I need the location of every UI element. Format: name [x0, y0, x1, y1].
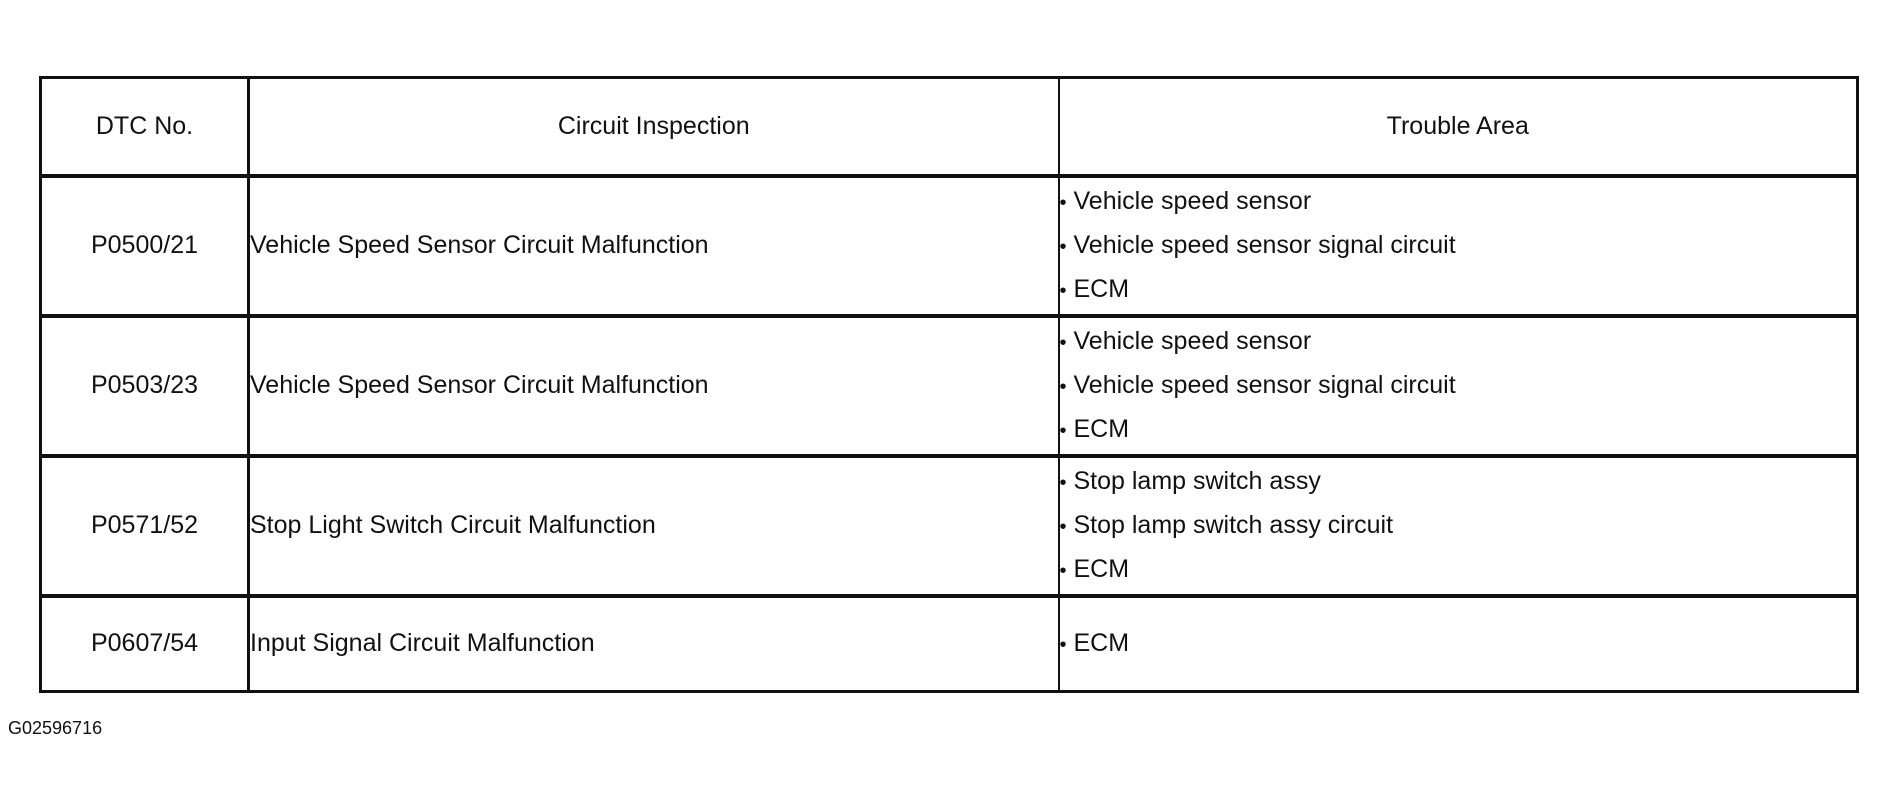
header-circuit-inspection: Circuit Inspection	[249, 78, 1059, 176]
circuit-inspection: Input Signal Circuit Malfunction	[249, 596, 1059, 692]
trouble-area-item: • ECM	[1060, 408, 1857, 452]
table-header-row	[41, 78, 1858, 176]
figure-id: G02596716	[8, 718, 103, 738]
trouble-area	[1059, 316, 1858, 456]
header-trouble-area: Trouble Area	[1059, 78, 1858, 176]
dtc-code: P0503/23	[41, 316, 249, 456]
circuit-inspection: Stop Light Switch Circuit Malfunction	[249, 456, 1059, 596]
trouble-area-list	[1060, 460, 1857, 592]
dtc-code: P0500/21	[41, 176, 249, 316]
trouble-area	[1059, 176, 1858, 316]
trouble-area-list	[1060, 622, 1857, 666]
trouble-area-item: • Vehicle speed sensor signal circuit	[1060, 364, 1857, 408]
trouble-area-item: • Vehicle speed sensor	[1060, 320, 1857, 364]
trouble-area-list	[1060, 320, 1857, 452]
dtc-table	[39, 76, 1859, 693]
trouble-area-item: • ECM	[1060, 622, 1857, 666]
trouble-area-item: • Vehicle speed sensor signal circuit	[1060, 224, 1857, 268]
circuit-inspection: Vehicle Speed Sensor Circuit Malfunction	[249, 316, 1059, 456]
header-dtc-no: DTC No.	[41, 78, 249, 176]
trouble-area	[1059, 596, 1858, 692]
trouble-area-item: • Vehicle speed sensor	[1060, 180, 1857, 224]
trouble-area-item: • Stop lamp switch assy circuit	[1060, 504, 1857, 548]
table-row	[41, 316, 1858, 456]
dtc-code: P0607/54	[41, 596, 249, 692]
trouble-area	[1059, 456, 1858, 596]
table-row	[41, 456, 1858, 596]
table-row	[41, 176, 1858, 316]
circuit-inspection: Vehicle Speed Sensor Circuit Malfunction	[249, 176, 1059, 316]
trouble-area-list	[1060, 180, 1857, 312]
trouble-area-item: • Stop lamp switch assy	[1060, 460, 1857, 504]
table-row	[41, 596, 1858, 692]
dtc-code: P0571/52	[41, 456, 249, 596]
trouble-area-item: • ECM	[1060, 548, 1857, 592]
trouble-area-item: • ECM	[1060, 268, 1857, 312]
